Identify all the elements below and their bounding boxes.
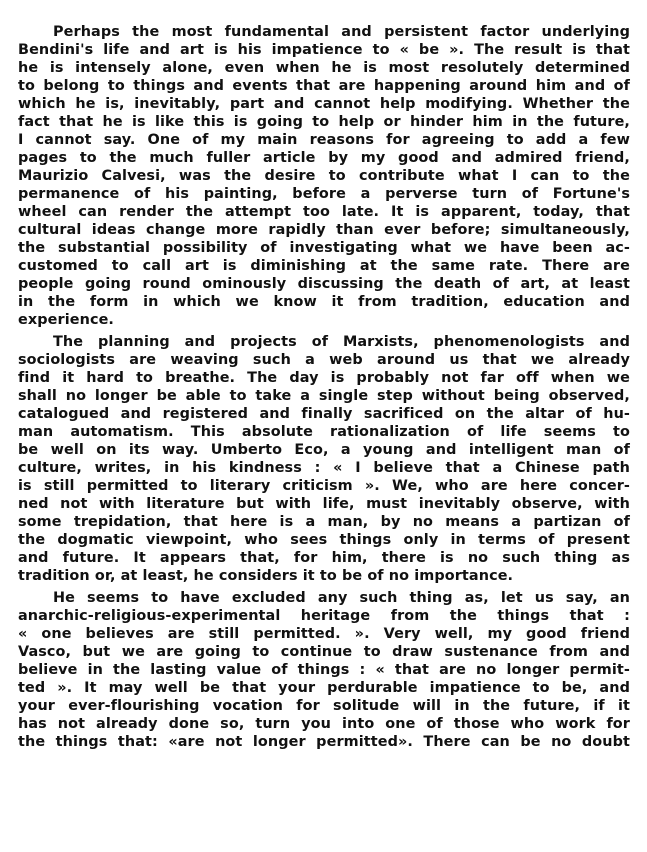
- text-line: permanence of his painting, before a perverse turn of Fortune's: [18, 186, 630, 202]
- text-line: ned not with literature but with life, must inevitably observe, with: [18, 496, 630, 512]
- text-line: Maurizio Calvesi, was the desire to contribute what I can to the: [18, 168, 630, 184]
- text-line: culture, writes, in his kindness : « I believe that a Chinese path: [18, 460, 630, 476]
- text-line: the substantial possibility of investigating what we have been ac-: [18, 240, 630, 256]
- text-line: fact that he is like this is going to help or hinder him in the future,: [18, 114, 630, 130]
- text-line: has not already done so, turn you into one of those who work for: [18, 716, 630, 732]
- text-line: pages to the much fuller article by my good and admired friend,: [18, 150, 630, 166]
- text-line: Perhaps the most fundamental and persistent factor underlying: [53, 24, 630, 40]
- text-line: « one believes are still permitted. ». Very well, my good friend: [18, 626, 630, 642]
- text-line: man automatism. This absolute rationalization of life seems to: [18, 424, 630, 440]
- text-line: find it hard to breathe. The day is probably not far off when we: [18, 370, 630, 386]
- text-line: customed to call art is diminishing at the same rate. There are: [18, 258, 630, 274]
- text-line: wheel can render the attempt too late. It is apparent, today, that: [18, 204, 630, 220]
- text-line: some trepidation, that here is a man, by no means a partizan of: [18, 514, 630, 530]
- text-line: He seems to have excluded any such thing as, let us say, an: [53, 590, 630, 606]
- text-line: people going round ominously discussing the death of art, at least: [18, 276, 630, 292]
- text-line: Vasco, but we are going to continue to draw sustenance from and: [18, 644, 630, 660]
- text-line: the things that: «are not longer permitted». There can be no doubt: [18, 734, 630, 750]
- text-line: the dogmatic viewpoint, who sees things only in terms of present: [18, 532, 630, 548]
- text-line: anarchic-religious-experimental heritage from the things that :: [18, 608, 630, 624]
- text-line: he is intensely alone, even when he is most resolutely determined: [18, 60, 630, 76]
- text-line: be well on its way. Umberto Eco, a young and intelligent man of: [18, 442, 630, 458]
- text-line: and future. It appears that, for him, there is no such thing as: [18, 550, 630, 566]
- text-line: experience.: [18, 312, 114, 328]
- text-line: catalogued and registered and finally sacrificed on the altar of hu-: [18, 406, 630, 422]
- text-line: I cannot say. One of my main reasons for agreeing to add a few: [18, 132, 630, 148]
- text-line: The planning and projects of Marxists, phenomenologists and: [53, 334, 630, 350]
- text-line: ted ». It may well be that your perdurable impatience to be, and: [18, 680, 630, 696]
- text-line: is still permitted to literary criticism ». We, who are here concer-: [18, 478, 630, 494]
- text-line: to belong to things and events that are happening around him and of: [18, 78, 630, 94]
- text-line: cultural ideas change more rapidly than ever before; simultaneously,: [18, 222, 630, 238]
- text-line: Bendini's life and art is his impatience to « be ». The result is that: [18, 42, 630, 58]
- text-line: believe in the lasting value of things : « that are no longer permit-: [18, 662, 630, 678]
- text-line: in the form in which we know it from tradition, education and: [18, 294, 630, 310]
- text-line: which he is, inevitably, part and cannot help modifying. Whether the: [18, 96, 630, 112]
- text-line: tradition or, at least, he considers it to be of no importance.: [18, 568, 514, 584]
- text-line: sociologists are weaving such a web around us that we already: [18, 352, 630, 368]
- text-line: your ever-flourishing vocation for solitude will in the future, if it: [18, 698, 630, 714]
- text-line: shall no longer be able to take a single step without being observed,: [18, 388, 630, 404]
